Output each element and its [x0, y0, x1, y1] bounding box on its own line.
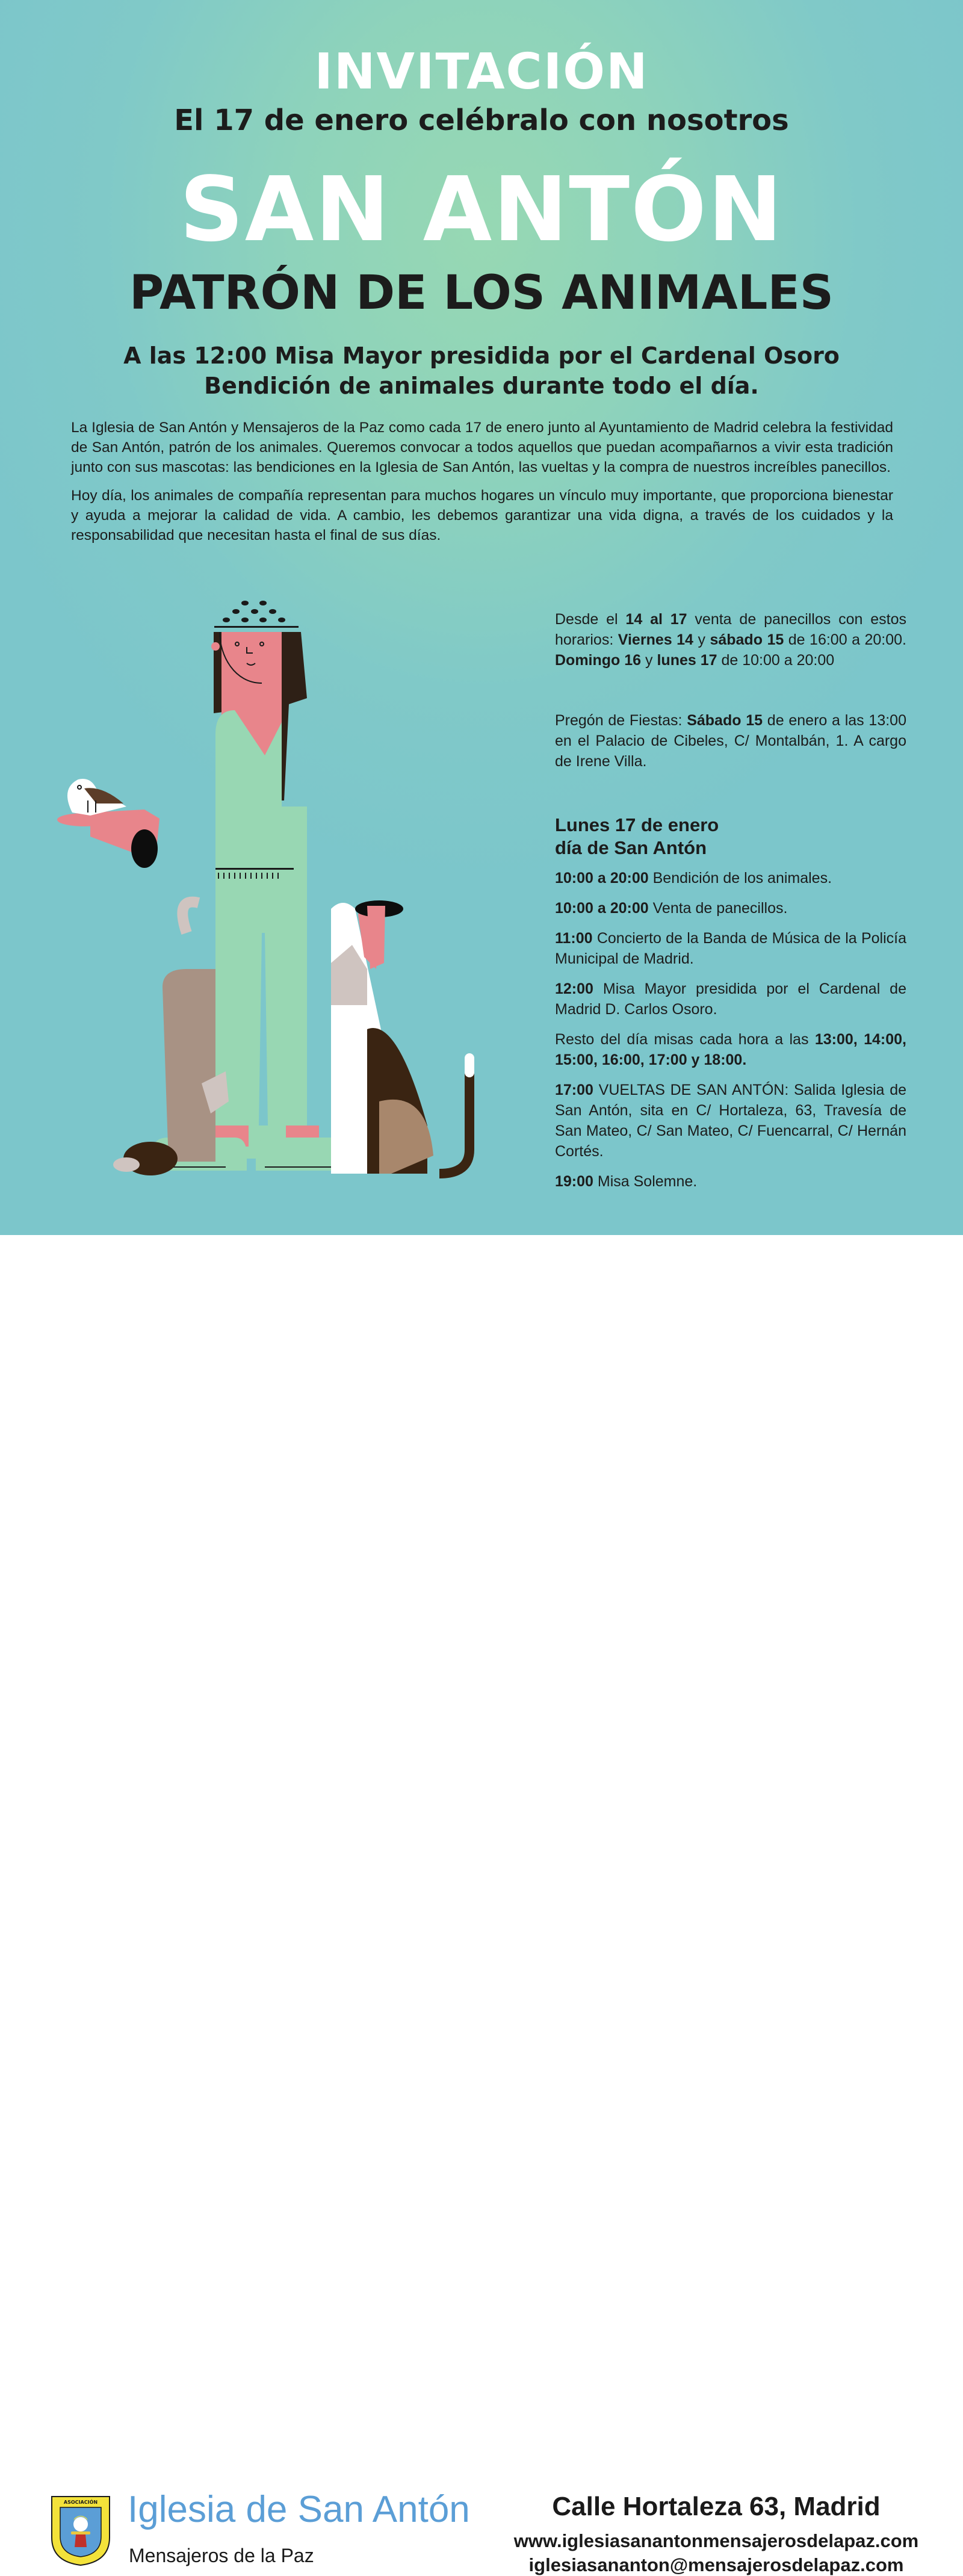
illustration-woman-with-pets [54, 596, 524, 1204]
footer [0, 1235, 963, 2575]
event-item: 17:00 VUELTAS DE SAN ANTÓN: Salida Iglesia de San Antón, sita en C/ Hortaleza, 63, Travesía de San Mateo, C/ San Mateo, C/ Fuencarral, C/ Hernán Cortés. [555, 1082, 906, 1160]
fish-hat-icon [214, 601, 299, 628]
turtle-icon [113, 1142, 178, 1175]
intro-paragraph: La Iglesia de San Antón y Mensajeros de la Paz como cada 17 de enero junto al Ayuntamiento de Madrid celebra la festividad de San Antón, patrón de los animales. Queremos convocar a todos aquellos que puedan acompañarnos a vivir esta tradición junto con sus mascotas: las bendiciones en la Iglesia de San Antón, las vueltas y la compra de nuestros increíbles panecillos. [71, 420, 893, 475]
intro-text [71, 418, 893, 554]
website-link[interactable]: www.iglesiasanantonmensajerosdelapaz.com [513, 2530, 919, 2551]
sales-schedule [555, 609, 906, 680]
event-title: SAN ANTÓN [179, 158, 784, 261]
pregon-text: Pregón de Fiestas: Sábado 15 de enero a las 13:00 en el Palacio de Cibeles, C/ Montalbán, 1. A cargo de Irene Villa. [555, 712, 906, 770]
bird-icon [57, 779, 159, 868]
event-item: 10:00 a 20:00 Bendición de los animales. [555, 870, 832, 887]
sales-text: Desde el 14 al 17 venta de panecillos con estos horarios: Viernes 14 y sábado 15 de 16:00 a 20:00. Domingo 16 y lunes 17 de 10:00 a 20:00 [555, 611, 907, 669]
blessing-line: Bendición de animales durante todo el día. [204, 373, 759, 399]
address: Calle Hortaleza 63, Madrid [552, 2492, 881, 2521]
date-line: El 17 de enero celébralo con nosotros [174, 104, 789, 137]
brand-title: Iglesia de San Antón [128, 2489, 470, 2530]
day-heading: Lunes 17 de enero día de San Antón [555, 814, 719, 858]
event-item: 10:00 a 20:00 Venta de panecillos. [555, 900, 788, 917]
dog-icon [331, 900, 474, 1174]
mass-line: A las 12:00 Misa Mayor presidida por el Cardenal Osoro [123, 342, 840, 369]
event-item: 11:00 Concierto de la Banda de Música de la Policía Municipal de Madrid. [555, 930, 906, 967]
day-program [555, 814, 906, 1201]
brand-subtitle: Mensajeros de la Paz [129, 2545, 314, 2566]
poster-background [0, 0, 963, 1235]
email-link[interactable]: iglesiasananton@mensajerosdelapaz.com [528, 2554, 904, 2575]
event-item: 19:00 Misa Solemne. [555, 1173, 698, 1190]
intro-paragraph: Hoy día, los animales de compañía representan para muchos hogares un vínculo muy importante, que proporciona bienestar y ayuda a mejorar la calidad de vida. A cambio, les debemos garantizar una vida digna, a través de los cuidados y la responsabilidad que necesitan hasta el final de sus días. [71, 488, 893, 543]
invitation-heading: INVITACIÓN [314, 43, 649, 101]
event-item: 12:00 Misa Mayor presidida por el Cardenal de Madrid D. Carlos Osoro. [555, 980, 906, 1018]
masses-item: Resto del día misas cada hora a las 13:00, 14:00, 15:00, 16:00, 17:00 y 18:00. [555, 1031, 906, 1068]
svg-text:ASOCIACIÓN: ASOCIACIÓN [63, 2500, 98, 2505]
pregon-info [555, 710, 906, 781]
mensajeros-logo-icon [51, 2495, 111, 2566]
mass-announcement [0, 341, 963, 401]
event-subtitle: PATRÓN DE LOS ANIMALES [129, 266, 834, 320]
